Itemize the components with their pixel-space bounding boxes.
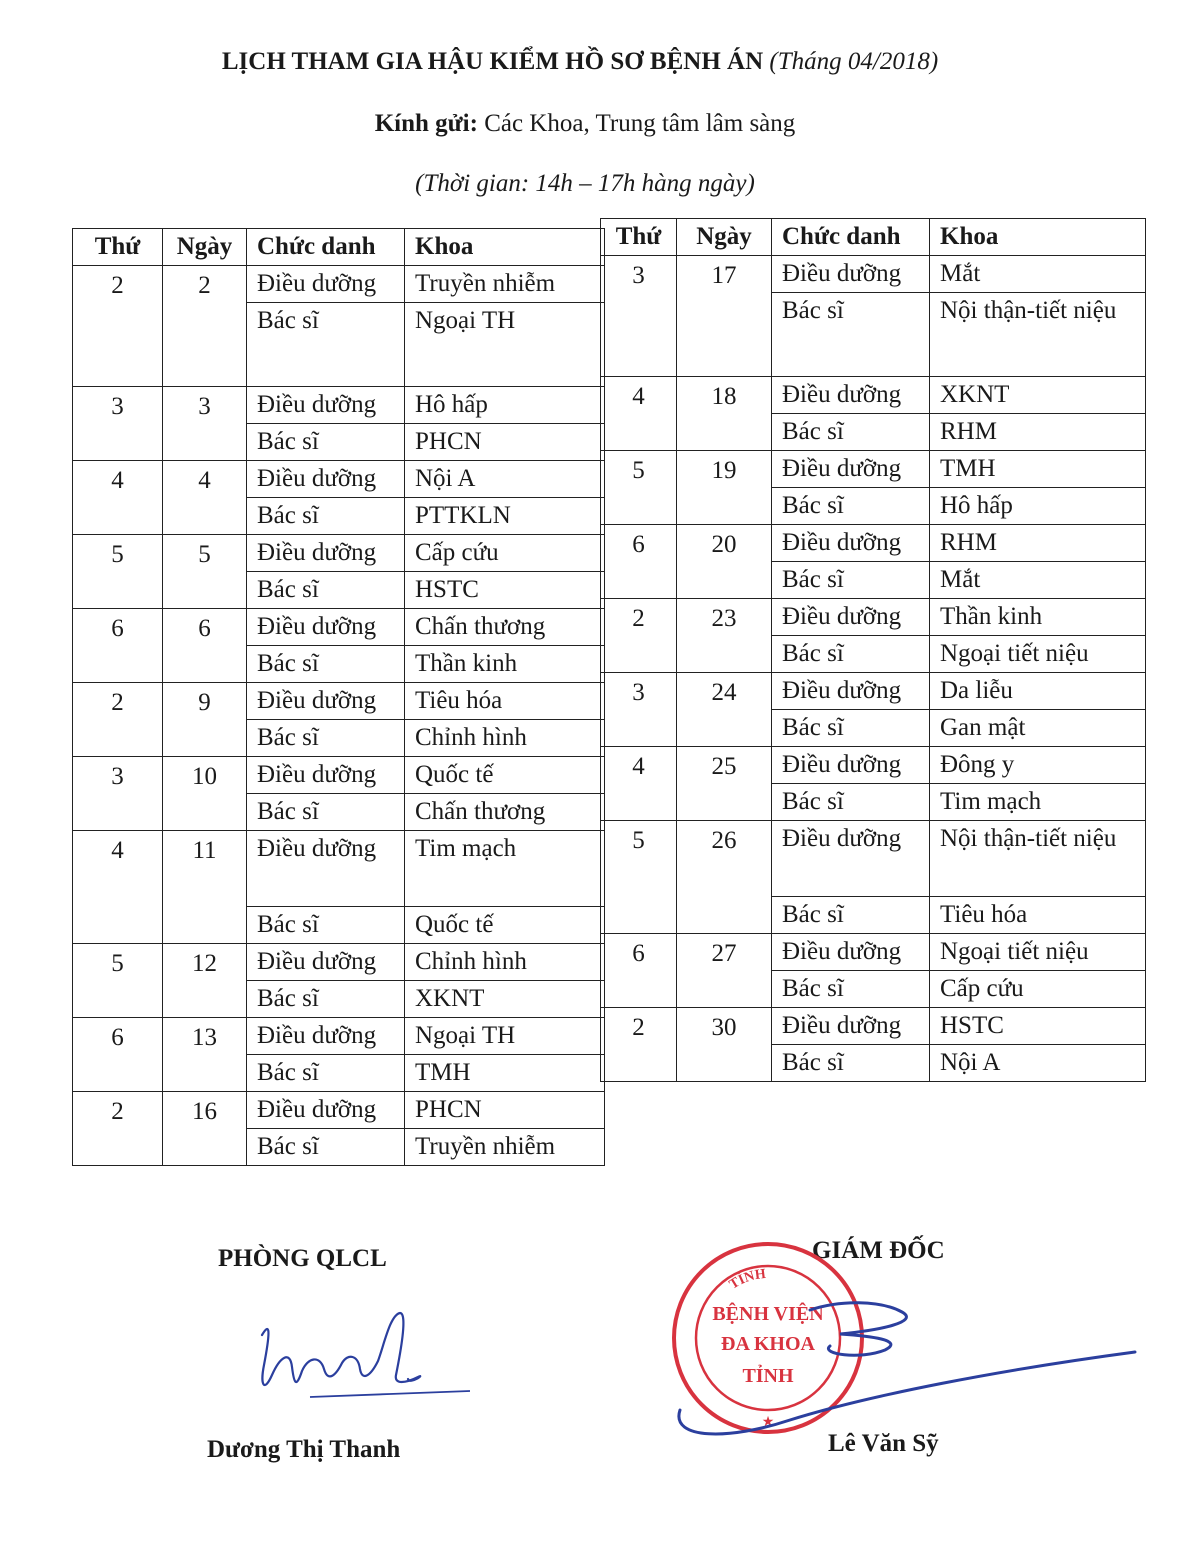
column-header-weekday: Thứ [601,219,677,256]
schedule-body-right [601,256,1146,1082]
table-row [73,1092,605,1129]
right-signer-name: Lê Văn Sỹ [828,1430,939,1457]
title-cell: Bác sĩ [772,784,930,821]
table-row [601,673,1146,710]
department-cell: Nội thận-tiết niệu [930,821,1146,897]
table-row [73,683,605,720]
table-row [73,387,605,424]
recipient-value: Các Khoa, Trung tâm lâm sàng [484,110,796,137]
table-row [601,747,1146,784]
signature-underline-left [310,1391,470,1397]
weekday-cell: 3 [601,673,677,747]
title-cell: Điều dưỡng [772,451,930,488]
title-cell: Điều dưỡng [772,1008,930,1045]
title-cell: Điều dưỡng [772,821,930,897]
schedule-body-left [73,266,605,1166]
date-cell: 27 [677,934,772,1008]
table-row [73,535,605,572]
title-cell: Điều dưỡng [247,266,405,303]
title-cell: Bác sĩ [772,562,930,599]
weekday-cell: 3 [601,256,677,377]
date-cell: 9 [163,683,247,757]
table-row [601,599,1146,636]
right-signer-title: GIÁM ĐỐC [812,1237,945,1264]
table-header-row [601,219,1146,256]
date-cell: 5 [163,535,247,609]
department-cell: HSTC [930,1008,1146,1045]
date-cell: 6 [163,609,247,683]
title-cell: Bác sĩ [247,981,405,1018]
column-header-department: Khoa [930,219,1146,256]
title-cell: Bác sĩ [247,794,405,831]
date-cell: 19 [677,451,772,525]
table-row [73,944,605,981]
title-cell: Điều dưỡng [772,599,930,636]
left-signer-title: PHÒNG QLCL [218,1245,387,1272]
column-header-date: Ngày [677,219,772,256]
date-cell: 13 [163,1018,247,1092]
title-cell: Điều dưỡng [247,1092,405,1129]
stamp-line-3: TỈNH [742,1365,794,1387]
column-header-title: Chức danh [772,219,930,256]
table-row [601,377,1146,414]
weekday-cell: 2 [601,599,677,673]
signature-stroke-left [262,1313,420,1385]
title-cell: Bác sĩ [247,1129,405,1166]
date-cell: 30 [677,1008,772,1082]
stamp-line-1: BỆNH VIỆN [712,1303,824,1325]
weekday-cell: 4 [73,831,163,944]
title-cell: Bác sĩ [772,293,930,377]
table-row [73,461,605,498]
left-signer-name: Dương Thị Thanh [207,1436,401,1463]
stamp-ring-text: TỈNH [726,1266,767,1293]
title-cell: Bác sĩ [247,1055,405,1092]
department-cell: PTTKLN [405,498,605,535]
title-cell: Điều dưỡng [247,387,405,424]
date-cell: 2 [163,266,247,387]
column-header-department: Khoa [405,229,605,266]
department-cell: Da liễu [930,673,1146,710]
date-cell: 16 [163,1092,247,1166]
date-cell: 17 [677,256,772,377]
weekday-cell: 6 [601,525,677,599]
department-cell: Thần kinh [930,599,1146,636]
department-cell: Hô hấp [930,488,1146,525]
table-row [601,256,1146,293]
weekday-cell: 6 [73,609,163,683]
title-cell: Điều dưỡng [772,747,930,784]
department-cell: Gan mật [930,710,1146,747]
weekday-cell: 2 [73,266,163,387]
title-period: (Tháng 04/2018) [769,48,939,75]
table-row [73,609,605,646]
title-cell: Điều dưỡng [247,944,405,981]
weekday-cell: 4 [601,747,677,821]
title-cell: Điều dưỡng [772,934,930,971]
title-cell: Điều dưỡng [772,256,930,293]
date-cell: 4 [163,461,247,535]
department-cell: Truyền nhiễm [405,1129,605,1166]
document-title [0,48,1160,76]
title-cell: Điều dưỡng [247,535,405,572]
title-cell: Bác sĩ [247,720,405,757]
signature-sweep [679,1352,1135,1434]
weekday-cell: 3 [73,757,163,831]
column-header-weekday: Thứ [73,229,163,266]
date-cell: 23 [677,599,772,673]
date-cell: 24 [677,673,772,747]
date-cell: 11 [163,831,247,944]
column-header-title: Chức danh [247,229,405,266]
title-cell: Bác sĩ [247,907,405,944]
department-cell: Tiêu hóa [405,683,605,720]
table-row [73,266,605,303]
department-cell: Quốc tế [405,907,605,944]
weekday-cell: 4 [73,461,163,535]
title-cell: Điều dưỡng [772,525,930,562]
weekday-cell: 6 [601,934,677,1008]
weekday-cell: 2 [601,1008,677,1082]
table-row [73,757,605,794]
department-cell: XKNT [930,377,1146,414]
weekday-cell: 5 [601,451,677,525]
title-cell: Bác sĩ [772,897,930,934]
recipient-label: Kính gửi: [374,110,478,137]
department-cell: Ngoại tiết niệu [930,934,1146,971]
title-cell: Điều dưỡng [247,757,405,794]
weekday-cell: 6 [73,1018,163,1092]
table-header-row [73,229,605,266]
department-cell: Ngoại tiết niệu [930,636,1146,673]
department-cell: Quốc tế [405,757,605,794]
department-cell: Chỉnh hình [405,944,605,981]
table-row [601,821,1146,897]
weekday-cell: 2 [73,1092,163,1166]
stamp-star-icon: ★ [761,1415,775,1430]
department-cell: Nội thận-tiết niệu [930,293,1146,377]
title-cell: Bác sĩ [247,646,405,683]
department-cell: Cấp cứu [405,535,605,572]
department-cell: HSTC [405,572,605,609]
department-cell: Thần kinh [405,646,605,683]
weekday-cell: 4 [601,377,677,451]
department-cell: Chỉnh hình [405,720,605,757]
handwritten-signature-left [250,1305,480,1415]
title-cell: Bác sĩ [247,572,405,609]
table-row [601,451,1146,488]
department-cell: Mắt [930,562,1146,599]
date-cell: 26 [677,821,772,934]
table-row [601,934,1146,971]
date-cell: 25 [677,747,772,821]
department-cell: Hô hấp [405,387,605,424]
department-cell: Ngoại TH [405,303,605,387]
department-cell: Đông y [930,747,1146,784]
title-cell: Bác sĩ [247,303,405,387]
title-cell: Bác sĩ [772,488,930,525]
title-cell: Bác sĩ [772,971,930,1008]
department-cell: PHCN [405,424,605,461]
title-cell: Điều dưỡng [247,683,405,720]
title-cell: Bác sĩ [247,498,405,535]
title-cell: Bác sĩ [772,636,930,673]
department-cell: Cấp cứu [930,971,1146,1008]
title-main: LỊCH THAM GIA HẬU KIỂM HỒ SƠ BỆNH ÁN [221,48,764,75]
time-note: (Thời gian: 14h – 17h hàng ngày) [415,170,755,197]
title-cell: Điều dưỡng [772,377,930,414]
department-cell: Truyền nhiễm [405,266,605,303]
table-row [73,1018,605,1055]
department-cell: Mắt [930,256,1146,293]
title-cell: Điều dưỡng [247,831,405,907]
department-cell: Ngoại TH [405,1018,605,1055]
title-cell: Bác sĩ [772,414,930,451]
department-cell: TMH [405,1055,605,1092]
department-cell: Tim mạch [405,831,605,907]
date-cell: 18 [677,377,772,451]
title-cell: Bác sĩ [772,1045,930,1082]
table-row [601,1008,1146,1045]
department-cell: PHCN [405,1092,605,1129]
stamp-line-2: ĐA KHOA [721,1333,815,1355]
title-cell: Điều dưỡng [772,673,930,710]
schedule-table-right [600,218,1146,1082]
date-cell: 12 [163,944,247,1018]
department-cell: Nội A [930,1045,1146,1082]
table-row [73,831,605,907]
table-row [601,525,1146,562]
schedule-table-left [72,228,605,1166]
department-cell: Chấn thương [405,794,605,831]
weekday-cell: 3 [73,387,163,461]
title-cell: Điều dưỡng [247,1018,405,1055]
department-cell: RHM [930,525,1146,562]
department-cell: XKNT [405,981,605,1018]
department-cell: Tiêu hóa [930,897,1146,934]
weekday-cell: 5 [601,821,677,934]
weekday-cell: 5 [73,535,163,609]
department-cell: Chấn thương [405,609,605,646]
date-cell: 3 [163,387,247,461]
department-cell: RHM [930,414,1146,451]
title-cell: Bác sĩ [247,424,405,461]
date-cell: 20 [677,525,772,599]
weekday-cell: 2 [73,683,163,757]
signature-flourish [810,1303,906,1356]
title-cell: Điều dưỡng [247,461,405,498]
date-cell: 10 [163,757,247,831]
department-cell: Tim mạch [930,784,1146,821]
title-cell: Bác sĩ [772,710,930,747]
department-cell: Nội A [405,461,605,498]
department-cell: TMH [930,451,1146,488]
recipient-line [0,110,1170,138]
title-cell: Điều dưỡng [247,609,405,646]
weekday-cell: 5 [73,944,163,1018]
column-header-date: Ngày [163,229,247,266]
